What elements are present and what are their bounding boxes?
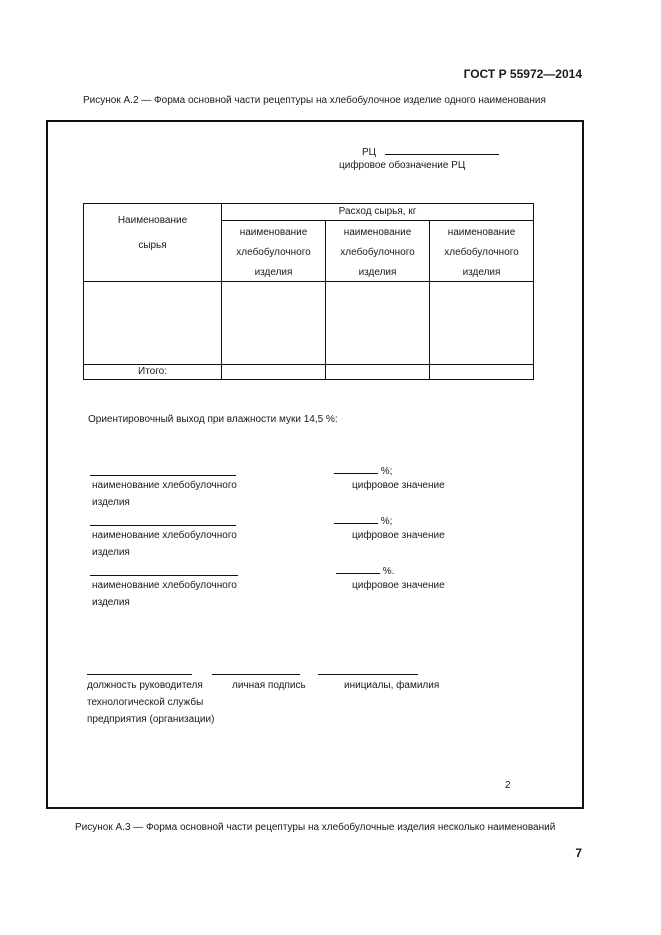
signature-caption: личная подпись [232,680,306,691]
consumption-header: Расход сырья, кг [222,204,534,221]
yield-row-2-name-line [90,513,236,531]
position-caption-3: предприятия (организации) [87,714,215,725]
yield-row-3-value-caption: цифровое значение [352,580,445,591]
position-blank-line [87,662,192,680]
table-row-total [84,365,534,380]
position-caption-1: должность руководителя [87,680,203,691]
blank-line [90,465,236,476]
raw-material-header [84,204,222,282]
position-caption-2: технологической службы [87,697,204,708]
product-col1-line1: наименование [239,227,308,238]
blank-line [212,664,300,675]
yield-row-1-name-line [90,463,236,481]
yield-row-1-value-caption: цифровое значение [352,480,445,491]
name-caption: инициалы, фамилия [344,680,440,691]
table-cell [326,365,430,380]
table-cell [430,282,534,365]
raw-header-line-1: Наименование [117,215,188,226]
yield-row-3-name-caption-2: изделия [92,597,130,608]
product-col2-line1: наименование [343,227,412,238]
rc-label: РЦ [362,147,377,158]
standard-number: ГОСТ Р 55972—2014 [463,67,582,81]
form-page-number: 2 [505,780,511,791]
signature-blank-line [212,662,300,680]
product-col2-line3: изделия [358,267,397,278]
table-cell [222,365,326,380]
figure-caption-a3: Рисунок А.3 — Форма основной части рецептуры на хлебобулочные изделия несколько наименований [75,822,556,833]
product-col1-line3: изделия [254,267,293,278]
blank-line [334,463,378,474]
product-col3-line2: хлебобулочного [444,247,519,258]
yield-suffix: %. [382,566,395,577]
yield-row-2-value-caption: цифровое значение [352,530,445,541]
table-cell [222,282,326,365]
rc-blank-line [385,144,499,155]
product-column-header [326,221,430,282]
yield-row-2-name-caption-2: изделия [92,547,130,558]
total-label: Итого: [84,365,222,380]
blank-line [318,664,418,675]
page-number: 7 [575,846,582,860]
yield-row-3-name-caption: наименование хлебобулочного [92,580,237,591]
yield-row-3-value [336,563,394,577]
table-row [84,282,534,365]
product-col3-line3: изделия [462,267,501,278]
table-cell [84,282,222,365]
yield-row-1-value [334,463,392,477]
blank-line [336,563,380,574]
yield-suffix: %; [380,516,393,527]
blank-line [90,515,236,526]
yield-row-2-value [334,513,392,527]
yield-row-2-name-caption: наименование хлебобулочного [92,530,237,541]
name-blank-line [318,662,418,680]
rc-caption: цифровое обозначение РЦ [339,160,466,171]
yield-row-1-name-caption-2: изделия [92,497,130,508]
recipe-form-frame [46,120,584,809]
yield-text: Ориентировочный выход при влажности муки 14,5 %: [88,414,338,425]
raw-header-line-2: сырья [138,240,167,251]
table-cell [326,282,430,365]
rc-field [362,144,499,158]
raw-material-table [83,203,534,380]
product-column-header [430,221,534,282]
yield-row-3-name-line [90,563,238,581]
blank-line [334,513,378,524]
yield-row-1-name-caption: наименование хлебобулочного [92,480,237,491]
product-col2-line2: хлебобулочного [340,247,415,258]
product-col3-line1: наименование [447,227,516,238]
yield-suffix: %; [380,466,393,477]
product-col1-line2: хлебобулочного [236,247,311,258]
table-cell [430,365,534,380]
blank-line [87,664,192,675]
product-column-header [222,221,326,282]
figure-caption-a2: Рисунок А.2 — Форма основной части рецептуры на хлебобулочное изделие одного наименования [83,95,546,106]
blank-line [90,565,238,576]
